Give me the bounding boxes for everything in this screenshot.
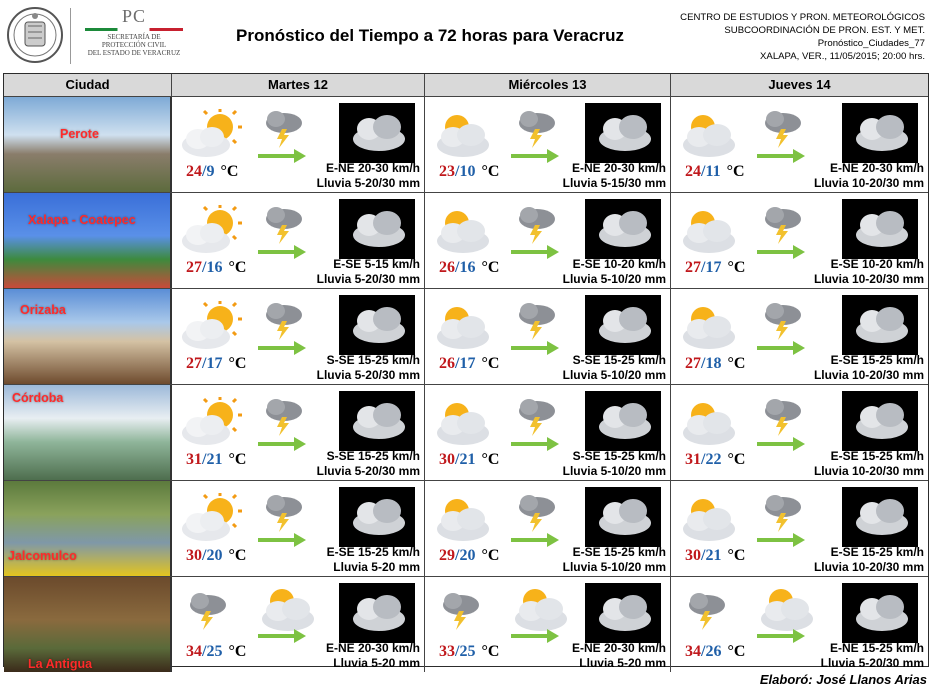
sun-cloud-icon: [178, 493, 244, 545]
wind-arrow-icon: [757, 533, 805, 547]
wind-arrow-icon: [511, 149, 559, 163]
org-info: [680, 11, 925, 63]
temp-max: 27: [186, 355, 202, 372]
city-cell: [4, 577, 172, 672]
temperature: [186, 355, 246, 373]
wind-forecast: E-SE 15-25 km/h: [572, 545, 666, 559]
temp-min: 16: [459, 259, 476, 276]
org-line: CENTRO DE ESTUDIOS Y PRON. METEOROLÓGICOS: [680, 12, 925, 23]
sun-cloud-icon: [178, 397, 244, 449]
pc-logo-line: SECRETARÍA DE: [107, 33, 161, 41]
wind-arrow-icon: [511, 629, 559, 643]
day-forecast-cell: [671, 385, 928, 480]
storm-cloud-icon: [685, 591, 729, 631]
temp-max: 30: [685, 547, 701, 564]
cloud-sun-icon: [677, 493, 743, 545]
cloud-sun-icon: [677, 397, 743, 449]
temp-min: 20: [206, 547, 223, 564]
city-name: Córdoba: [12, 391, 64, 405]
day-forecast-cell: [425, 385, 671, 480]
city-name: Perote: [60, 127, 99, 141]
temp-min: 11: [705, 163, 721, 180]
night-cloud-icon: [842, 199, 918, 259]
rain-forecast: Lluvia 5-20/30 mm: [316, 176, 420, 190]
night-cloud-icon: [339, 583, 415, 643]
wind-forecast: E-NE 20-30 km/h: [829, 161, 924, 175]
temperature: [439, 163, 499, 181]
rain-forecast: Lluvia 5-20/30 mm: [316, 272, 420, 286]
temp-separator: /: [202, 643, 207, 660]
wind-arrow-icon: [757, 629, 805, 643]
temp-max: 34: [186, 643, 202, 660]
pc-logo-title: PC: [121, 6, 147, 26]
day-header: Jueves 14: [671, 74, 928, 97]
wind-arrow-icon: [258, 533, 306, 547]
temp-separator: /: [455, 355, 460, 372]
wind-arrow-icon: [258, 245, 306, 259]
storm-cloud-icon: [515, 397, 559, 437]
storm-cloud-icon: [515, 109, 559, 149]
wind-forecast: E-SE 10-20 km/h: [830, 257, 924, 271]
temp-separator: /: [455, 643, 460, 660]
night-cloud-icon: [585, 103, 661, 163]
temperature: [186, 259, 246, 277]
storm-cloud-icon: [515, 205, 559, 245]
temperature: [439, 643, 499, 661]
temperature: [439, 355, 499, 373]
veracruz-coat-of-arms-icon: [6, 4, 64, 66]
sun-cloud-icon: [256, 583, 322, 635]
wind-arrow-icon: [258, 149, 306, 163]
church-photo: [4, 97, 170, 192]
temperature: [685, 547, 745, 565]
wind-forecast: E-NE 20-30 km/h: [325, 161, 420, 175]
temp-max: 30: [439, 451, 455, 468]
temp-unit: °C: [481, 163, 500, 180]
rain-forecast: Lluvia 5-10/20 mm: [562, 368, 666, 382]
temp-max: 31: [186, 451, 202, 468]
rain-forecast: Lluvia 5-10/20 mm: [562, 272, 666, 286]
temp-unit: °C: [727, 259, 746, 276]
day-forecast-cell: [425, 193, 671, 288]
temperature: [685, 259, 745, 277]
night-cloud-icon: [585, 295, 661, 355]
temperature: [186, 547, 246, 565]
city-cell: [4, 193, 172, 288]
temp-unit: °C: [727, 355, 746, 372]
day-forecast-cell: [172, 289, 425, 384]
monument-photo: [4, 193, 170, 288]
wind-arrow-icon: [258, 629, 306, 643]
rain-forecast: Lluvia 5-20/30 mm: [316, 464, 420, 478]
temp-max: 27: [685, 259, 701, 276]
temp-min: 17: [206, 355, 223, 372]
day-forecast-cell: [425, 97, 671, 192]
cloud-sun-icon: [431, 205, 497, 257]
wind-forecast: E-NE 20-30 km/h: [571, 641, 666, 655]
rain-forecast: Lluvia 5-20 mm: [579, 656, 666, 670]
rain-forecast: Lluvia 10-20/30 mm: [813, 368, 924, 382]
forecast-row: [4, 97, 928, 193]
wind-forecast: S-SE 15-25 km/h: [572, 449, 666, 463]
temp-max: 29: [439, 547, 455, 564]
pc-logo-line: PROTECCIÓN CIVIL: [101, 41, 167, 49]
temp-max: 23: [439, 163, 455, 180]
forecast-row: [4, 385, 928, 481]
storm-cloud-icon: [515, 493, 559, 533]
temp-min: 21: [206, 451, 223, 468]
day-forecast-cell: [172, 193, 425, 288]
temp-min: 18: [705, 355, 722, 372]
forecast-row: [4, 481, 928, 577]
night-cloud-icon: [585, 199, 661, 259]
temp-min: 17: [705, 259, 722, 276]
night-cloud-icon: [585, 391, 661, 451]
temp-unit: °C: [481, 643, 500, 660]
temp-separator: /: [455, 547, 460, 564]
rain-forecast: Lluvia 10-20/30 mm: [813, 272, 924, 286]
day-forecast-cell: [425, 577, 671, 672]
temp-unit: °C: [727, 451, 746, 468]
storm-cloud-icon: [262, 205, 306, 245]
day-forecast-cell: [425, 481, 671, 576]
sun-cloud-icon: [178, 109, 244, 161]
credit-line: Elaboró: José Llanos Arias: [759, 672, 927, 687]
temperature: [186, 451, 246, 469]
temp-separator: /: [701, 643, 706, 660]
wind-arrow-icon: [511, 245, 559, 259]
temp-min: 21: [705, 547, 722, 564]
day-forecast-cell: [172, 385, 425, 480]
city-name: Jalcomulco: [8, 549, 77, 563]
wind-forecast: S-SE 15-25 km/h: [572, 353, 666, 367]
org-line: SUBCOORDINACIÓN DE PRON. EST. Y MET.: [724, 25, 925, 36]
temp-max: 26: [439, 259, 455, 276]
night-cloud-icon: [339, 199, 415, 259]
wind-forecast: E-SE 5-15 km/h: [333, 257, 420, 271]
wind-arrow-icon: [258, 341, 306, 355]
temp-separator: /: [701, 259, 706, 276]
temp-unit: °C: [228, 355, 247, 372]
night-cloud-icon: [339, 103, 415, 163]
rain-forecast: Lluvia 10-20/30 mm: [813, 464, 924, 478]
cloud-sun-icon: [677, 109, 743, 161]
temp-max: 27: [685, 355, 701, 372]
temp-separator: /: [202, 451, 207, 468]
storm-cloud-icon: [761, 397, 805, 437]
temp-separator: /: [455, 163, 460, 180]
temp-min: 21: [459, 451, 476, 468]
temp-unit: °C: [228, 547, 247, 564]
wind-arrow-icon: [258, 437, 306, 451]
cloud-sun-icon: [677, 301, 743, 353]
temperature: [685, 163, 745, 181]
sun-cloud-icon: [509, 583, 575, 635]
night-cloud-icon: [585, 583, 661, 643]
forecast-table: [3, 73, 929, 671]
night-cloud-icon: [842, 583, 918, 643]
storm-cloud-icon: [761, 301, 805, 341]
rain-forecast: Lluvia 10-20/30 mm: [813, 560, 924, 574]
temp-min: 25: [206, 643, 223, 660]
day-forecast-cell: [671, 577, 928, 672]
rain-forecast: Lluvia 5-10/20 mm: [562, 464, 666, 478]
wind-forecast: E-NE 15-25 km/h: [829, 641, 924, 655]
wind-forecast: E-SE 10-20 km/h: [572, 257, 666, 271]
temp-unit: °C: [726, 163, 745, 180]
temperature: [439, 451, 499, 469]
temp-unit: °C: [481, 259, 500, 276]
storm-cloud-icon: [439, 591, 483, 631]
day-forecast-cell: [671, 289, 928, 384]
rain-forecast: Lluvia 5-10/20 mm: [562, 560, 666, 574]
temp-separator: /: [202, 547, 207, 564]
forecast-row: [4, 289, 928, 385]
page-title: Pronóstico del Tiempo a 72 horas para Veracruz: [236, 26, 624, 45]
city-name: La Antigua: [28, 657, 93, 671]
day-forecast-cell: [172, 481, 425, 576]
temp-separator: /: [701, 451, 706, 468]
day-forecast-cell: [671, 481, 928, 576]
temp-min: 17: [459, 355, 476, 372]
city-column-header: Ciudad: [4, 74, 172, 97]
wind-forecast: E-NE 20-30 km/h: [325, 641, 420, 655]
storm-cloud-icon: [262, 493, 306, 533]
storm-cloud-icon: [262, 301, 306, 341]
storm-cloud-icon: [761, 205, 805, 245]
wind-forecast: E-SE 15-25 km/h: [830, 545, 924, 559]
cloud-sun-icon: [431, 397, 497, 449]
temp-max: 34: [685, 643, 701, 660]
temp-min: 10: [459, 163, 476, 180]
temp-max: 24: [685, 163, 701, 180]
wind-arrow-icon: [757, 437, 805, 451]
header-divider: [70, 8, 71, 64]
temp-unit: °C: [727, 547, 746, 564]
city-name: Xalapa - Coatepec: [28, 213, 136, 227]
pc-logo-rule: [85, 28, 183, 31]
day-forecast-cell: [172, 577, 425, 672]
wind-arrow-icon: [511, 533, 559, 547]
proteccion-civil-logo: [78, 6, 190, 66]
day-forecast-cell: [172, 97, 425, 192]
temp-separator: /: [455, 259, 460, 276]
night-cloud-icon: [339, 487, 415, 547]
city-cell: [4, 97, 172, 192]
temp-separator: /: [701, 163, 706, 180]
sun-cloud-icon: [755, 583, 821, 635]
day-forecast-cell: [671, 193, 928, 288]
sun-cloud-icon: [178, 301, 244, 353]
wind-forecast: E-SE 15-25 km/h: [830, 449, 924, 463]
day-header: Miércoles 13: [425, 74, 671, 97]
temp-unit: °C: [727, 643, 746, 660]
rain-forecast: Lluvia 5-20 mm: [333, 656, 420, 670]
rain-forecast: Lluvia 5-20/30 mm: [316, 368, 420, 382]
wind-forecast: S-SE 15-25 km/h: [326, 353, 420, 367]
temp-min: 20: [459, 547, 476, 564]
storm-cloud-icon: [186, 591, 230, 631]
temperature: [186, 643, 246, 661]
temp-min: 9: [206, 163, 215, 180]
storm-cloud-icon: [262, 397, 306, 437]
rain-forecast: Lluvia 5-20 mm: [333, 560, 420, 574]
wind-arrow-icon: [511, 437, 559, 451]
cloud-sun-icon: [431, 301, 497, 353]
rain-forecast: Lluvia 5-20/30 mm: [820, 656, 924, 670]
storm-cloud-icon: [262, 109, 306, 149]
day-forecast-cell: [671, 97, 928, 192]
night-cloud-icon: [842, 391, 918, 451]
temp-min: 16: [206, 259, 223, 276]
wind-forecast: E-SE 15-25 km/h: [830, 353, 924, 367]
night-cloud-icon: [339, 391, 415, 451]
temp-unit: °C: [481, 451, 500, 468]
city-cell: [4, 289, 172, 384]
night-cloud-icon: [842, 487, 918, 547]
temp-separator: /: [202, 163, 207, 180]
night-cloud-icon: [585, 487, 661, 547]
night-cloud-icon: [842, 103, 918, 163]
forecast-row: [4, 193, 928, 289]
day-header: Martes 12: [172, 74, 425, 97]
temperature: [439, 259, 499, 277]
rain-forecast: Lluvia 5-15/30 mm: [562, 176, 666, 190]
temp-min: 26: [705, 643, 722, 660]
wind-forecast: S-SE 15-25 km/h: [326, 449, 420, 463]
temp-separator: /: [701, 547, 706, 564]
cloud-sun-icon: [431, 493, 497, 545]
temperature: [685, 451, 745, 469]
temp-max: 27: [186, 259, 202, 276]
temp-separator: /: [202, 355, 207, 372]
temp-unit: °C: [481, 547, 500, 564]
temp-unit: °C: [228, 451, 247, 468]
night-cloud-icon: [339, 295, 415, 355]
temp-unit: °C: [228, 643, 247, 660]
wind-arrow-icon: [511, 341, 559, 355]
temp-max: 30: [186, 547, 202, 564]
wind-arrow-icon: [757, 245, 805, 259]
temp-min: 22: [705, 451, 722, 468]
storm-cloud-icon: [761, 109, 805, 149]
wind-arrow-icon: [757, 341, 805, 355]
temp-unit: °C: [481, 355, 500, 372]
temperature: [439, 547, 499, 565]
cloud-sun-icon: [677, 205, 743, 257]
temp-max: 26: [439, 355, 455, 372]
wind-forecast: E-NE 20-30 km/h: [571, 161, 666, 175]
temp-max: 33: [439, 643, 455, 660]
temp-separator: /: [455, 451, 460, 468]
temp-separator: /: [701, 355, 706, 372]
storm-cloud-icon: [761, 493, 805, 533]
city-name: Orizaba: [20, 303, 66, 317]
wind-forecast: E-SE 15-25 km/h: [326, 545, 420, 559]
temperature: [685, 643, 745, 661]
forecast-row: [4, 577, 928, 673]
temperature: [685, 355, 745, 373]
city-cell: [4, 385, 172, 480]
temp-unit: °C: [220, 163, 239, 180]
night-cloud-icon: [842, 295, 918, 355]
temp-max: 31: [685, 451, 701, 468]
temp-min: 25: [459, 643, 476, 660]
city-cell: [4, 481, 172, 576]
cloud-sun-icon: [431, 109, 497, 161]
temp-separator: /: [202, 259, 207, 276]
rain-forecast: Lluvia 10-20/30 mm: [813, 176, 924, 190]
org-line: XALAPA, VER., 11/05/2015; 20:00 hrs.: [760, 51, 925, 62]
temperature: [186, 163, 238, 181]
sun-cloud-icon: [178, 205, 244, 257]
temp-unit: °C: [228, 259, 247, 276]
wind-arrow-icon: [757, 149, 805, 163]
pc-logo-line: DEL ESTADO DE VERACRUZ: [87, 49, 181, 57]
storm-cloud-icon: [515, 301, 559, 341]
temp-max: 24: [186, 163, 202, 180]
org-line: Pronóstico_Ciudades_77: [817, 38, 925, 49]
day-forecast-cell: [425, 289, 671, 384]
